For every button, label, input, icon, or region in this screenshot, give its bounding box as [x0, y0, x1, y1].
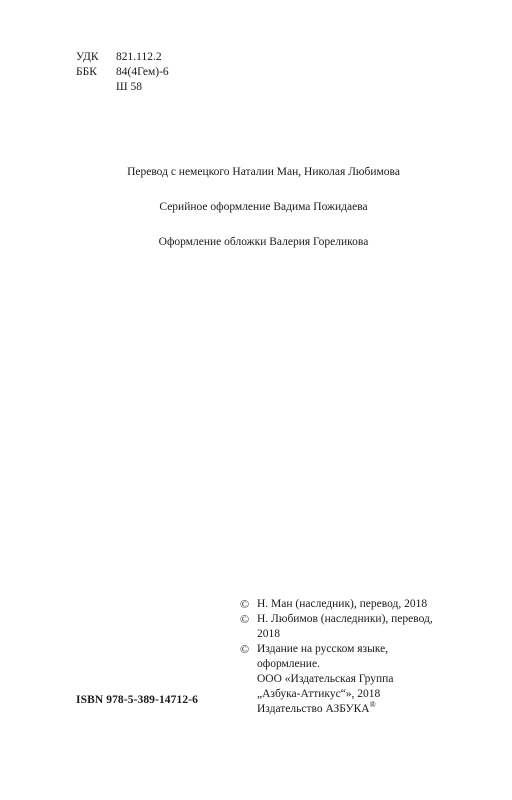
publisher-line	[257, 702, 490, 717]
author-sign-row	[76, 80, 169, 95]
bbk-value: 84(4Гем)-6	[116, 66, 169, 78]
copyright-item	[240, 612, 490, 642]
credits-block	[0, 165, 512, 270]
registered-trademark-icon: ®	[369, 700, 376, 710]
publisher-block	[240, 672, 490, 717]
copyright-icon: ©	[240, 642, 250, 656]
publisher-line: ООО «Издательская Группа	[257, 673, 394, 685]
copyright-item-text: оформление.	[257, 658, 320, 670]
series-design-credit: Серийное оформление Вадима Пожидаева	[159, 201, 368, 213]
author-sign: Ш 58	[116, 81, 142, 93]
copyright-item	[240, 642, 490, 672]
udk-row	[76, 50, 169, 65]
publisher-name: Издательство АЗБУКА	[257, 703, 370, 715]
copyright-item-text: 2018	[257, 628, 280, 640]
bbk-row	[76, 65, 169, 80]
copyright-item-text: Н. Ман (наследник), перевод, 2018	[257, 598, 428, 610]
udk-value: 821.112.2	[116, 51, 162, 63]
udk-label: УДК	[76, 51, 99, 63]
publisher-line: „Азбука-Аттикус“», 2018	[257, 688, 381, 700]
isbn: ISBN 978-5-389-14712-6	[76, 694, 198, 706]
copyright-icon: ©	[240, 597, 250, 611]
bbk-label: ББК	[76, 66, 97, 78]
cover-design-credit: Оформление обложки Валерия Гореликова	[158, 236, 369, 248]
copyright-block	[240, 597, 490, 717]
copyright-item-text: Издание на русском языке,	[257, 643, 389, 655]
copyright-item	[240, 597, 490, 612]
translation-credit: Перевод с немецкого Наталии Ман, Николая Любимова	[127, 166, 400, 178]
copyright-icon: ©	[240, 612, 250, 626]
copyright-item-text: Н. Любимов (наследники), перевод,	[257, 613, 433, 625]
classification-block	[76, 50, 169, 95]
